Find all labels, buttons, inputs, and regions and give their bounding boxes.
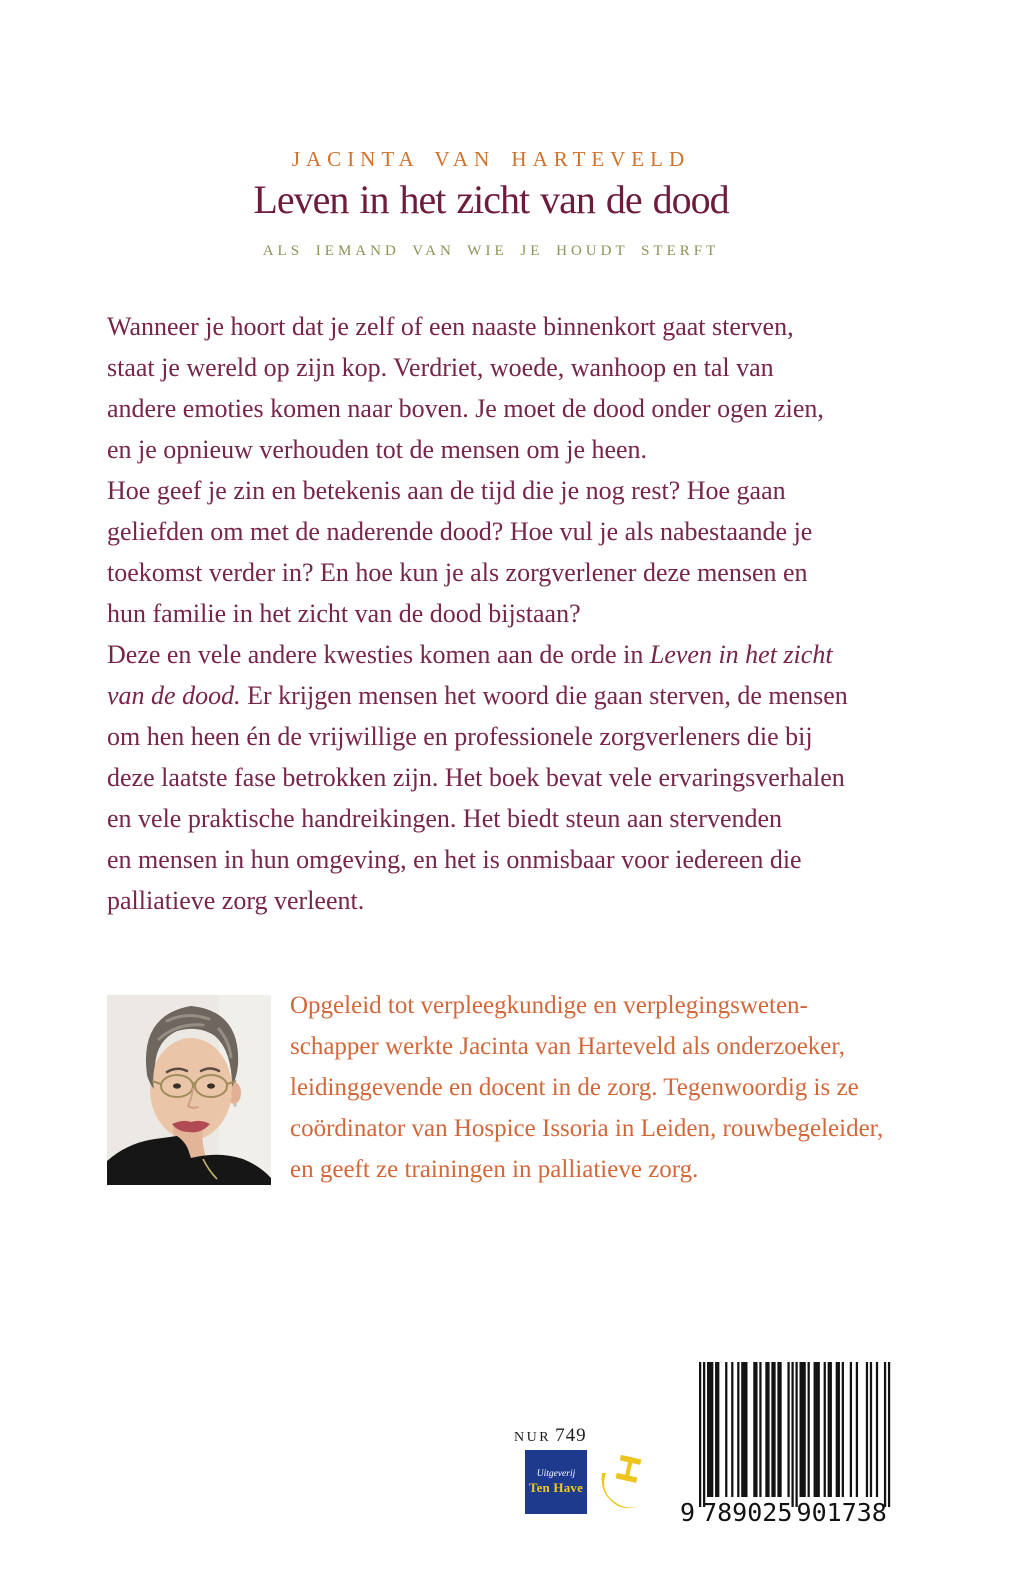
nur-label: NUR bbox=[514, 1430, 552, 1445]
blurb-line: staat je wereld op zijn kop. Verdriet, woede, wanhoop en tal van bbox=[107, 353, 774, 382]
rotated-h bbox=[616, 1455, 642, 1483]
blurb-line: en mensen in hun omgeving, en het is onmisbaar voor iedereen die bbox=[107, 845, 802, 874]
bio-text bbox=[290, 985, 883, 1190]
barcode bbox=[668, 1358, 908, 1526]
blurb bbox=[107, 306, 848, 921]
bio-line: schapper werkte Jacinta van Harteveld als onderzoeker, bbox=[290, 1033, 845, 1060]
publisher-name-top: Uitgeverij bbox=[536, 1468, 576, 1479]
bio-line: leidinggevende en docent in de zorg. Tegenwoordig is ze bbox=[290, 1074, 859, 1101]
blurb-line: Hoe geef je zin en betekenis aan de tijd die je nog rest? Hoe gaan bbox=[107, 476, 786, 505]
bio-line: coördinator van Hospice Issoria in Leiden, rouwbegeleider, bbox=[290, 1115, 884, 1142]
bio-line: Opgeleid tot verpleegkundige en verplegingsweten- bbox=[290, 992, 808, 1019]
publisher-mark-icon bbox=[596, 1449, 650, 1513]
barcode-digits: 789025 bbox=[702, 1498, 793, 1526]
blurb-line: palliatieve zorg verleent. bbox=[107, 886, 365, 915]
publisher-name-bottom: Ten Have bbox=[528, 1479, 584, 1495]
bio-line: en geeft ze trainingen in palliatieve zorg. bbox=[290, 1156, 699, 1183]
blurb-line: hun familie in het zicht van de dood bijstaan? bbox=[107, 599, 581, 628]
earring bbox=[233, 1103, 237, 1107]
nur-code bbox=[514, 1425, 587, 1447]
barcode-digits: 901738 bbox=[796, 1498, 887, 1526]
blurb-line: toekomst verder in? En hoe kun je als zorgverlener deze mensen en bbox=[107, 558, 808, 587]
blurb-line: Deze en vele andere kwesties komen aan de orde in Leven in het zicht bbox=[107, 640, 833, 669]
blurb-line: en je opnieuw verhouden tot de mensen om je heen. bbox=[107, 435, 648, 464]
nur-value: 749 bbox=[555, 1425, 587, 1446]
blurb-line: en vele praktische handreikingen. Het biedt steun aan stervenden bbox=[107, 804, 783, 833]
blurb-line: van de dood. Er krijgen mensen het woord die gaan sterven, de mensen bbox=[107, 681, 848, 710]
blurb-line: om hen heen én de vrijwillige en professionele zorgverleners die bij bbox=[107, 722, 813, 751]
book-title: Leven in het zicht van de dood bbox=[253, 177, 729, 222]
blurb-line: deze laatste fase betrokken zijn. Het boek bevat vele ervaringsverhalen bbox=[107, 763, 845, 792]
author-name: JACINTA VAN HARTEVELD bbox=[291, 147, 691, 171]
blurb-line: Wanneer je hoort dat je zelf of een naaste binnenkort gaat sterven, bbox=[107, 312, 794, 341]
blurb-line: andere emoties komen naar boven. Je moet de dood onder ogen zien, bbox=[107, 394, 824, 423]
barcode-digits: 9 bbox=[679, 1498, 695, 1526]
blurb-line: geliefden om met de naderende dood? Hoe vul je als nabestaande je bbox=[107, 517, 813, 546]
book-subtitle: ALS IEMAND VAN WIE JE HOUDT STERFT bbox=[262, 243, 720, 259]
author-photo bbox=[107, 995, 271, 1185]
publisher-logo bbox=[525, 1450, 587, 1514]
